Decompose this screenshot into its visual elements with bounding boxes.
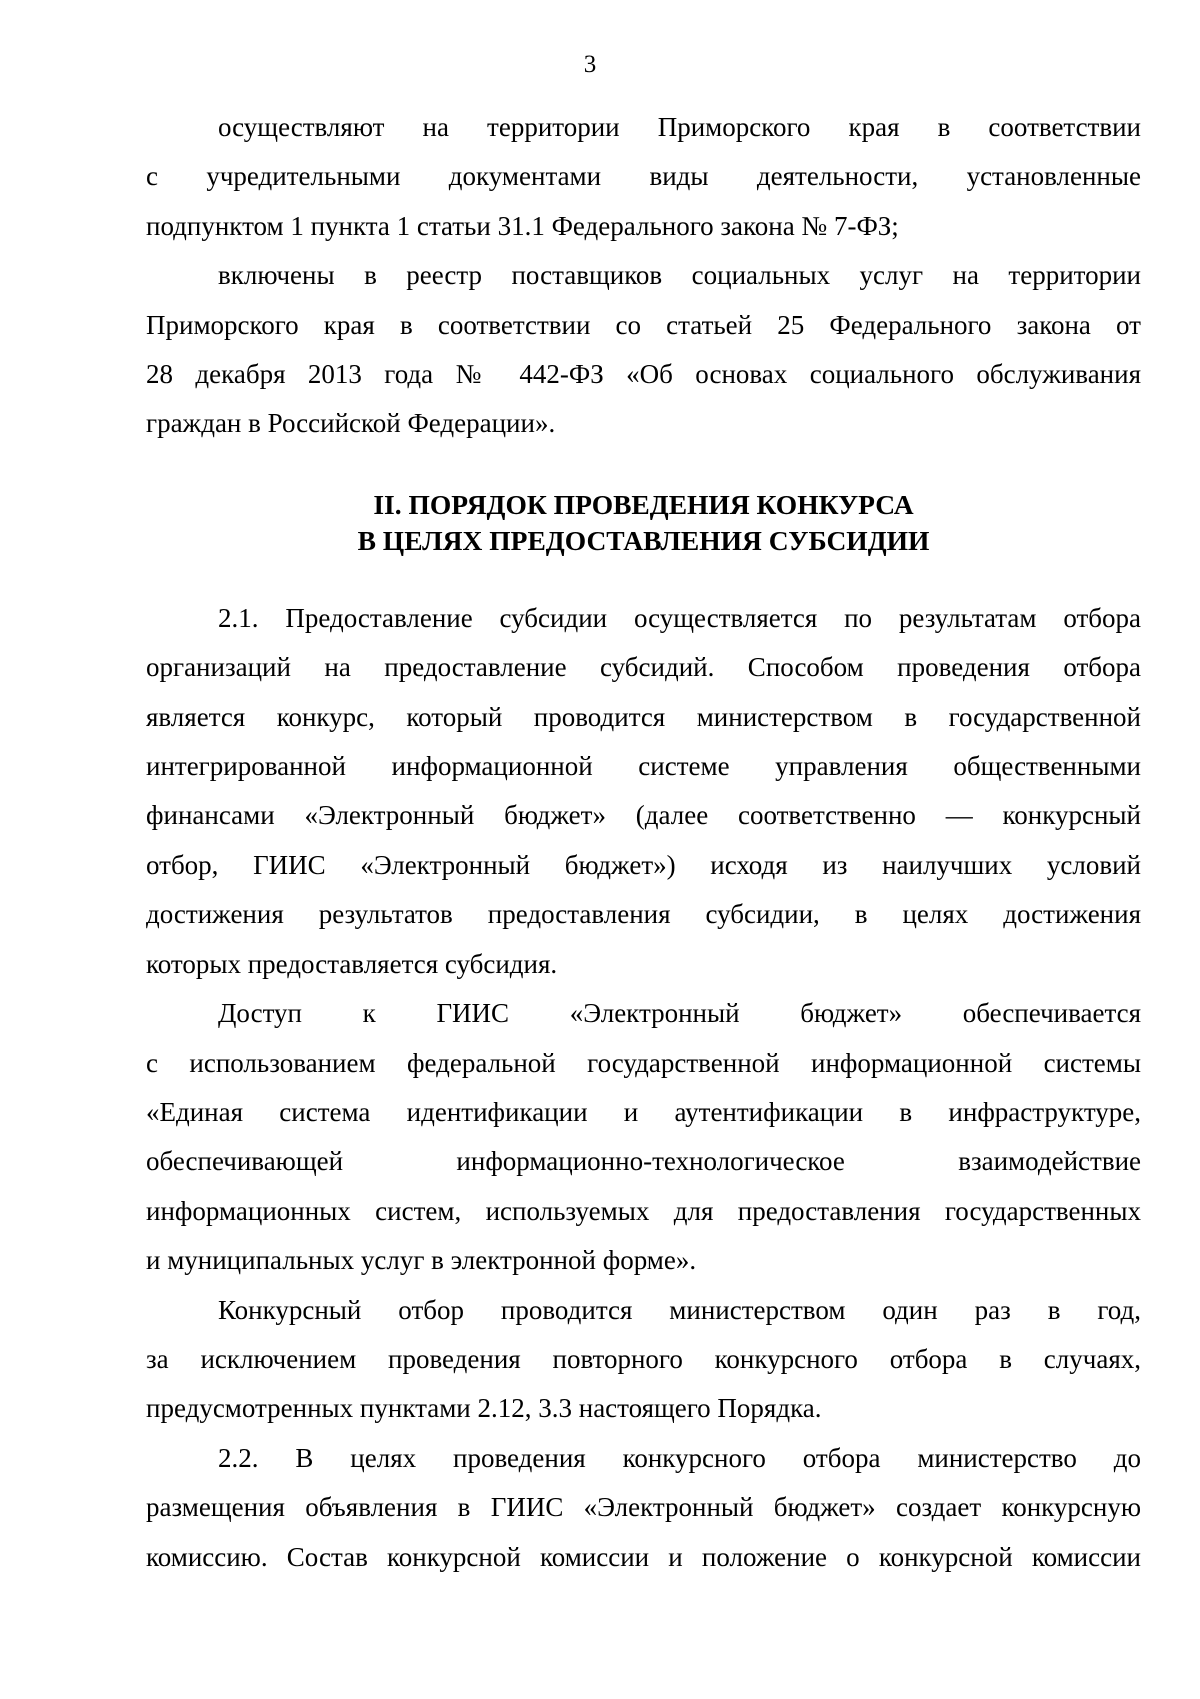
text-line: отбор, ГИИС «Электронный бюджет») исходя из наилучших условий xyxy=(146,849,1141,880)
text-line: интегрированной информационной системе управления общественными xyxy=(146,751,1141,782)
paragraphs-before xyxy=(146,103,1141,449)
page-number: 3 xyxy=(583,51,597,78)
text-line: граждан в Российской Федерации». xyxy=(146,408,556,439)
text-line: финансами «Электронный бюджет» (далее соответственно — конкурсный xyxy=(146,800,1141,831)
paragraphs-after xyxy=(146,594,1141,1582)
paragraph xyxy=(146,594,1141,989)
text-line: включены в реестр поставщиков социальных услуг на территории xyxy=(218,260,1141,291)
text-line: комиссию. Состав конкурсной комиссии и положение о конкурсной комиссии xyxy=(146,1541,1141,1572)
text-line: с учредительными документами виды деятельности, установленные xyxy=(146,161,1141,192)
text-line: которых предоставляется субсидия. xyxy=(146,948,558,979)
text-line: информационных систем, используемых для предоставления государственных xyxy=(146,1195,1141,1226)
text-line: достижения результатов предоставления субсидии, в целях достижения xyxy=(146,899,1141,930)
paragraph xyxy=(146,989,1141,1285)
section-heading xyxy=(146,487,1141,559)
text-line: размещения объявления в ГИИС «Электронный бюджет» создает конкурсную xyxy=(146,1492,1141,1523)
paragraph xyxy=(146,251,1141,449)
paragraph xyxy=(146,1286,1141,1434)
text-line: Конкурсный отбор проводится министерством один раз в год, xyxy=(218,1294,1141,1325)
text-line: «Единая система идентификации и аутентификации в инфраструктуре, xyxy=(146,1096,1141,1127)
text-line: за исключением проведения повторного конкурсного отбора в случаях, xyxy=(146,1343,1141,1374)
text-line: 28 декабря 2013 года № 442-ФЗ «Об основах социального обслуживания xyxy=(146,359,1141,390)
text-line: и муниципальных услуг в электронной форме». xyxy=(146,1245,697,1276)
paragraph xyxy=(146,103,1141,251)
text-line: Доступ к ГИИС «Электронный бюджет» обеспечивается xyxy=(218,998,1141,1029)
text-line: подпунктом 1 пункта 1 статьи 31.1 Федерального закона № 7-ФЗ; xyxy=(146,210,899,241)
text-line: 2.2. В целях проведения конкурсного отбора министерство до xyxy=(218,1442,1141,1473)
text-line: организаций на предоставление субсидий. Способом проведения отбора xyxy=(146,652,1141,683)
text-line: осуществляют на территории Приморского края в соответствии xyxy=(218,112,1141,142)
text-line: предусмотренных пунктами 2.12, 3.3 настоящего Порядка. xyxy=(146,1393,822,1424)
section-heading-line-2: В ЦЕЛЯХ ПРЕДОСТАВЛЕНИЯ СУБСИДИИ xyxy=(357,524,930,556)
text-line: является конкурс, который проводится министерством в государственной xyxy=(146,701,1141,732)
text-line: 2.1. Предоставление субсидии осуществляется по результатам отбора xyxy=(218,602,1141,633)
text-line: с использованием федеральной государственной информационной системы xyxy=(146,1047,1141,1078)
document-body xyxy=(146,103,1141,1582)
section-heading-line-1: II. ПОРЯДОК ПРОВЕДЕНИЯ КОНКУРСА xyxy=(373,488,914,520)
paragraph xyxy=(146,1434,1141,1582)
text-line: обеспечивающей информационно-технологическое взаимодействие xyxy=(146,1146,1141,1177)
text-line: Приморского края в соответствии со статьей 25 Федерального закона от xyxy=(146,309,1141,340)
